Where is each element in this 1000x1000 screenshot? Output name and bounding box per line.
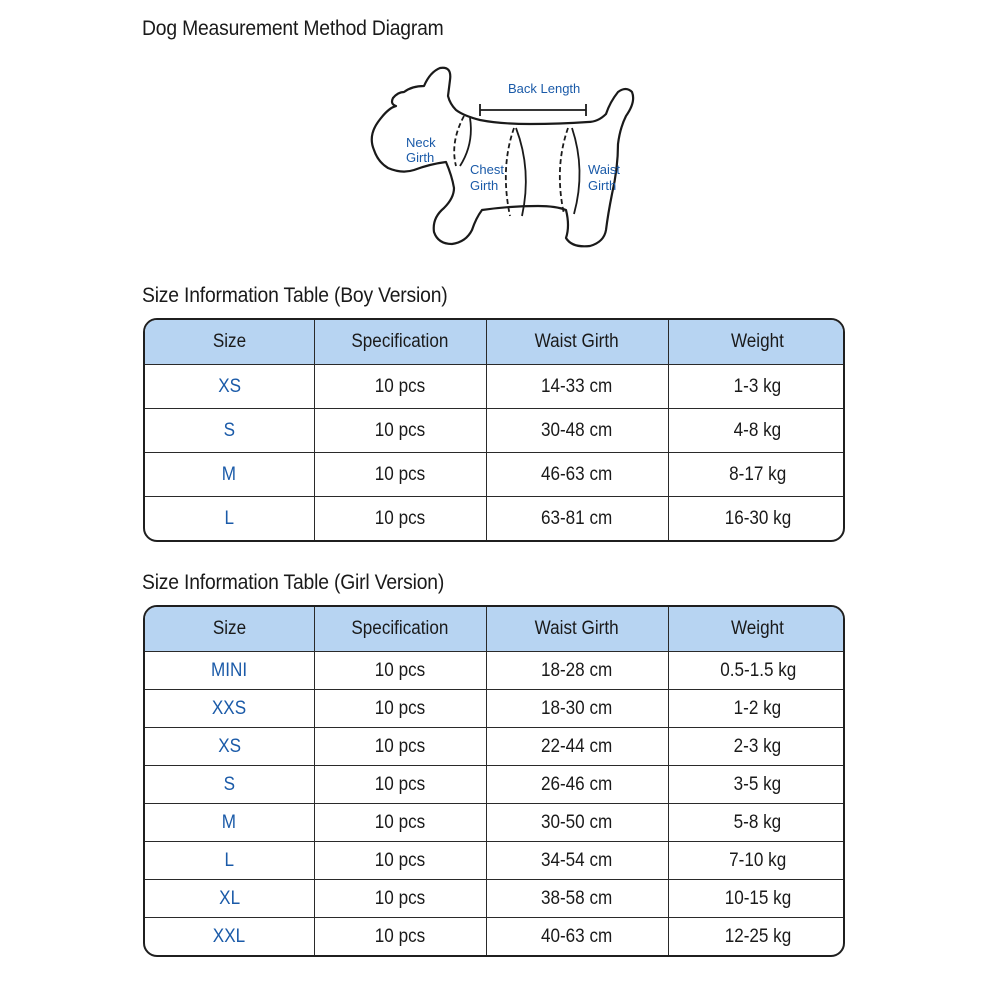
specification-cell: 10 pcs (314, 409, 486, 453)
table-row (145, 409, 845, 453)
header-waist-girth: Waist Girth (486, 320, 668, 365)
waist-girth-cell: 30-48 cm (486, 409, 668, 453)
specification-cell: 10 pcs (314, 728, 486, 766)
waist-girth-label-2: Girth (588, 178, 617, 193)
neck-girth-line (454, 116, 464, 166)
size-cell: XS (145, 728, 314, 766)
table-row (145, 652, 845, 690)
specification-cell: 10 pcs (314, 453, 486, 497)
boy-size-table (143, 318, 845, 542)
header-specification: Specification (314, 607, 486, 652)
girl-table-title: Size Information Table (Girl Version) (142, 571, 445, 594)
waist-girth-cell: 14-33 cm (486, 365, 668, 409)
specification-cell: 10 pcs (314, 766, 486, 804)
size-cell: XXS (145, 690, 314, 728)
table-row (145, 365, 845, 409)
weight-cell: 16-30 kg (724, 507, 792, 529)
weight-cell: 3-5 kg (668, 766, 845, 804)
specification-cell: 10 pcs (314, 497, 486, 540)
chest-girth-line (506, 128, 514, 216)
specification-cell: 10 pcs (314, 842, 486, 880)
chest-girth-label-1: Chest (470, 162, 504, 177)
weight-cell: 4-8 kg (668, 409, 845, 453)
waist-girth-cell: 18-30 cm (486, 690, 668, 728)
waist-girth-label-1: Waist (588, 162, 621, 177)
back-length-label: Back Length (508, 81, 581, 96)
table-header-row (145, 320, 845, 365)
weight-cell: 1-3 kg (668, 365, 845, 409)
specification-cell: 10 pcs (314, 880, 486, 918)
size-cell: M (145, 804, 314, 842)
size-cell: XL (145, 880, 314, 918)
size-cell: XXL (145, 918, 314, 955)
girl-size-table (143, 605, 845, 957)
specification-cell: 10 pcs (314, 804, 486, 842)
waist-girth-cell: 34-54 cm (486, 842, 668, 880)
weight-cell: 1-2 kg (668, 690, 845, 728)
size-cell: L (145, 497, 314, 540)
weight-cell: 0.5-1.5 kg (668, 652, 845, 690)
table-row (145, 690, 845, 728)
specification-cell: 10 pcs (314, 918, 486, 955)
diagram-title: Dog Measurement Method Diagram (142, 17, 444, 40)
boy-table-title: Size Information Table (Boy Version) (142, 284, 448, 307)
weight-cell: 10-15 kg (668, 880, 845, 918)
waist-girth-cell: 38-58 cm (486, 880, 668, 918)
size-cell: S (145, 409, 314, 453)
header-waist-girth: Waist Girth (486, 607, 668, 652)
table-row (145, 766, 845, 804)
header-specification: Specification (314, 320, 486, 365)
weight-cell: 7-10 kg (668, 842, 845, 880)
specification-cell: 10 pcs (314, 652, 486, 690)
table-row (145, 728, 845, 766)
waist-girth-cell: 63-81 cm (486, 497, 668, 540)
table-row (145, 918, 845, 955)
neck-girth-label-1: Neck (406, 135, 436, 150)
size-cell: M (145, 453, 314, 497)
size-cell: XS (145, 365, 314, 409)
size-cell: MINI (145, 652, 314, 690)
table-row (145, 804, 845, 842)
waist-girth-cell: 18-28 cm (486, 652, 668, 690)
table-row (145, 842, 845, 880)
size-cell: S (145, 766, 314, 804)
waist-girth-cell: 22-44 cm (486, 728, 668, 766)
header-size: Size (145, 607, 314, 652)
weight-cell: 5-8 kg (668, 804, 845, 842)
table-row (145, 497, 845, 540)
table-header-row (145, 607, 845, 652)
dog-measurement-diagram (360, 58, 650, 258)
header-size: Size (145, 320, 314, 365)
specification-cell: 10 pcs (314, 365, 486, 409)
weight-cell: 2-3 kg (668, 728, 845, 766)
waist-girth-line (560, 128, 568, 214)
waist-girth-cell: 46-63 cm (486, 453, 668, 497)
table-row (145, 453, 845, 497)
waist-girth-cell: 40-63 cm (486, 918, 668, 955)
waist-girth-cell: 26-46 cm (486, 766, 668, 804)
chest-girth-label-2: Girth (470, 178, 499, 193)
weight-cell: 12-25 kg (724, 925, 792, 947)
header-weight: Weight (668, 607, 845, 652)
header-weight: Weight (668, 320, 845, 365)
table-row (145, 880, 845, 918)
size-cell: L (145, 842, 314, 880)
neck-girth-label-2: Girth (406, 150, 435, 165)
waist-girth-cell: 30-50 cm (486, 804, 668, 842)
weight-cell: 8-17 kg (668, 453, 845, 497)
specification-cell: 10 pcs (314, 690, 486, 728)
